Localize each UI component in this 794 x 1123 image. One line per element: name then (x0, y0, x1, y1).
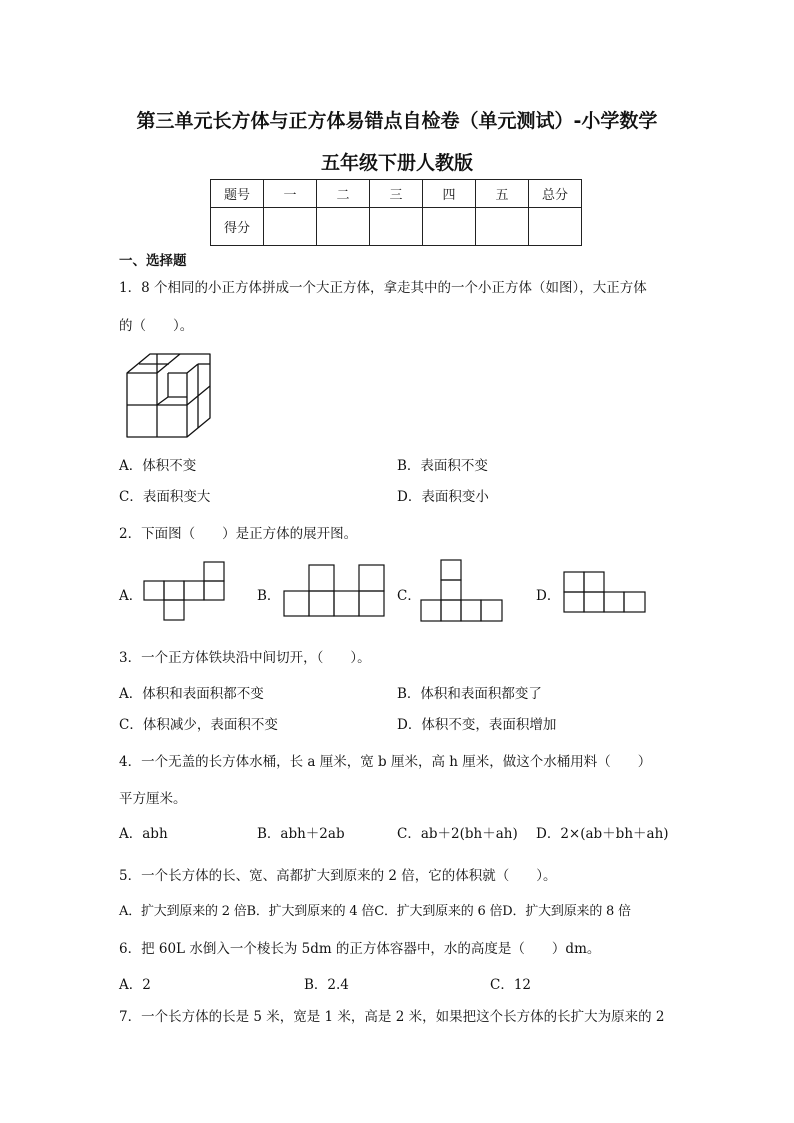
score-header-2: 二 (317, 180, 370, 208)
score-cell[interactable] (264, 208, 317, 246)
section-heading: 一、选择题 (119, 253, 187, 269)
q2-net-a (143, 561, 225, 623)
score-cell[interactable] (423, 208, 476, 246)
q4-option-b[interactable]: B．abh＋2ab (257, 826, 345, 842)
q7-stem-line1: 7．一个长方体的长是 5 米，宽是 1 米，高是 2 米，如果把这个长方体的长扩大为原来的 2 (119, 1009, 665, 1025)
q3-stem: 3．一个正方体铁块沿中间切开，（ ）。 (119, 650, 371, 666)
q2-option-d-label[interactable]: D． (536, 588, 561, 604)
score-header-label: 题号 (211, 180, 264, 208)
q2-option-b-label[interactable]: B． (257, 588, 281, 604)
q1-option-a[interactable]: A．体积不变 (119, 458, 197, 474)
score-row-label: 得分 (211, 208, 264, 246)
score-cell[interactable] (317, 208, 370, 246)
q4-option-c[interactable]: C．ab＋2(bh＋ah) (397, 826, 518, 842)
score-cell[interactable] (476, 208, 529, 246)
score-header-total: 总分 (529, 180, 582, 208)
q5-stem: 5．一个长方体的长、宽、高都扩大到原来的 2 倍，它的体积就（ ）。 (119, 868, 557, 884)
q3-option-b[interactable]: B．体积和表面积都变了 (397, 686, 542, 702)
q6-option-a[interactable]: A．2 (119, 977, 151, 993)
q4-stem-line1: 4．一个无盖的长方体水桶，长 a 厘米，宽 b 厘米，高 h 厘米，做这个水桶用料（ ） (119, 754, 652, 770)
title-line-1: 第三单元长方体与正方体易错点自检卷（单元测试）-小学数学 (136, 110, 658, 132)
score-header-5: 五 (476, 180, 529, 208)
q1-stem-line2: 的（ ）。 (119, 318, 194, 334)
q4-option-a[interactable]: A．abh (119, 826, 168, 842)
q3-option-d[interactable]: D．体积不变，表面积增加 (397, 717, 557, 733)
q2-stem: 2．下面图（ ）是正方体的展开图。 (119, 526, 358, 542)
q3-option-a[interactable]: A．体积和表面积都不变 (119, 686, 264, 702)
q2-option-a-label[interactable]: A． (119, 588, 143, 604)
q1-option-c[interactable]: C．表面积变大 (119, 489, 211, 505)
score-cell[interactable] (529, 208, 582, 246)
q6-stem: 6．把 60L 水倒入一个棱长为 5dm 的正方体容器中，水的高度是（ ）dm。 (119, 941, 601, 957)
score-header-1: 一 (264, 180, 317, 208)
q4-stem-line2: 平方厘米。 (119, 791, 187, 807)
score-cell[interactable] (370, 208, 423, 246)
q5-options[interactable]: A．扩大到原来的 2 倍B．扩大到原来的 4 倍C．扩大到原来的 6 倍D．扩大到原来的 8 倍 (119, 904, 631, 919)
q6-option-b[interactable]: B．2.4 (304, 977, 349, 993)
score-table (210, 179, 582, 246)
score-header-4: 四 (423, 180, 476, 208)
q1-stem-line1: 1．8 个相同的小正方体拼成一个大正方体，拿走其中的一个小正方体（如图），大正方体 (119, 280, 647, 296)
q1-option-d[interactable]: D．表面积变小 (397, 489, 489, 505)
cube-missing-corner-figure (124, 351, 216, 441)
score-header-3: 三 (370, 180, 423, 208)
q2-net-d (563, 571, 647, 614)
q1-option-b[interactable]: B．表面积不变 (397, 458, 488, 474)
q2-option-c-label[interactable]: C． (397, 588, 421, 604)
q4-option-d[interactable]: D．2×(ab＋bh＋ah) (536, 826, 669, 842)
title-line-2: 五年级下册人教版 (320, 152, 473, 174)
q2-net-c (420, 559, 504, 623)
q6-option-c[interactable]: C．12 (490, 977, 532, 993)
q2-net-b (283, 564, 385, 618)
q3-option-c[interactable]: C．体积减少，表面积不变 (119, 717, 278, 733)
